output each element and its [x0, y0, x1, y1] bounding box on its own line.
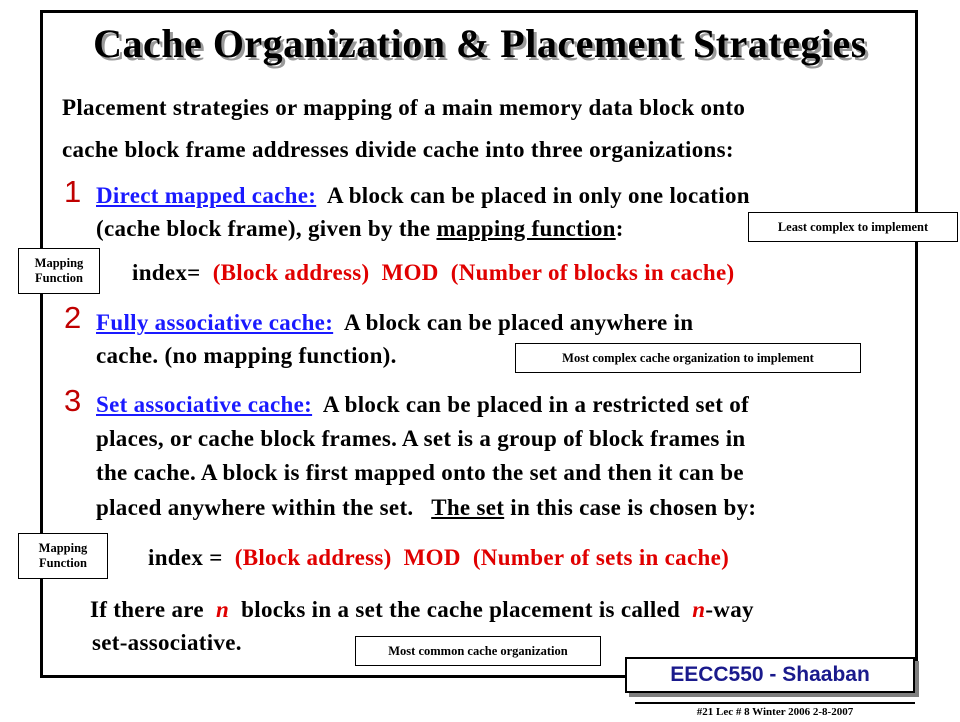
item-3-line-4 [96, 495, 756, 521]
item-1-line-2-colon: : [615, 216, 624, 241]
set-associative-formula-index: index = [148, 545, 235, 570]
closing-text-c: -way [705, 597, 754, 622]
item-2-line-2: cache. (no mapping function). [96, 343, 397, 368]
direct-mapped-formula [132, 260, 734, 286]
fully-associative-label: Fully associative cache: [96, 310, 334, 335]
n-variable: n [215, 597, 230, 622]
slide-title: Cache Organization & Placement Strategies [93, 21, 867, 66]
slide-footer: #21 Lec # 8 Winter 2006 2-8-2007 [635, 702, 915, 722]
set-associative-label: Set associative cache: [96, 392, 313, 417]
set-associative-formula-expression: (Block address) MOD (Number of sets in cache) [234, 545, 730, 570]
item-1-line-1 [96, 183, 750, 209]
closing-line-2: set-associative. [92, 630, 242, 655]
set-associative-formula [148, 545, 729, 571]
the-set-term: The set [431, 495, 505, 520]
item-1-line-2 [96, 216, 624, 242]
item-3-line-3: the cache. A block is first mapped onto the set and then it can be [96, 460, 744, 485]
item-1-number: 1 [64, 174, 82, 209]
closing-line-1 [90, 597, 754, 623]
closing-text-a: If there are [90, 597, 216, 622]
course-brand-box: EECC550 - Shaaban [625, 657, 915, 693]
n-variable-2: n [692, 597, 706, 622]
direct-mapped-formula-expression: (Block address) MOD (Number of blocks in cache) [212, 260, 735, 285]
mapping-function-note-2: Mapping Function [18, 533, 108, 579]
item-3-number: 3 [64, 383, 82, 418]
item-3-line-1 [96, 392, 749, 418]
direct-mapped-label: Direct mapped cache: [96, 183, 317, 208]
mapping-function-term: mapping function [436, 216, 616, 241]
mapping-function-note-1: Mapping Function [18, 248, 100, 294]
most-complex-note: Most complex cache organization to implement [515, 343, 861, 373]
closing-text-b: blocks in a set the cache placement is called [229, 597, 693, 622]
item-3-line-2: places, or cache block frames. A set is a group of block frames in [96, 426, 746, 451]
item-2-line-1-text: A block can be placed anywhere in [333, 310, 694, 335]
item-3-line-1-text: A block can be placed in a restricted set of [312, 392, 750, 417]
item-2-number: 2 [64, 300, 82, 335]
item-1-line-2-text: (cache block frame), given by the [96, 216, 437, 241]
least-complex-note: Least complex to implement [748, 212, 958, 242]
direct-mapped-formula-index: index= [132, 260, 213, 285]
item-3-line-4-text: placed anywhere within the set. [96, 495, 432, 520]
most-common-note: Most common cache organization [355, 636, 601, 666]
item-1-line-1-text: A block can be placed in only one location [316, 183, 750, 208]
item-2-line-1 [96, 310, 693, 336]
item-3-line-4-rest: in this case is chosen by: [504, 495, 757, 520]
intro-line-1: Placement strategies or mapping of a main memory data block onto [62, 95, 746, 120]
intro-line-2: cache block frame addresses divide cache into three organizations: [62, 137, 734, 162]
